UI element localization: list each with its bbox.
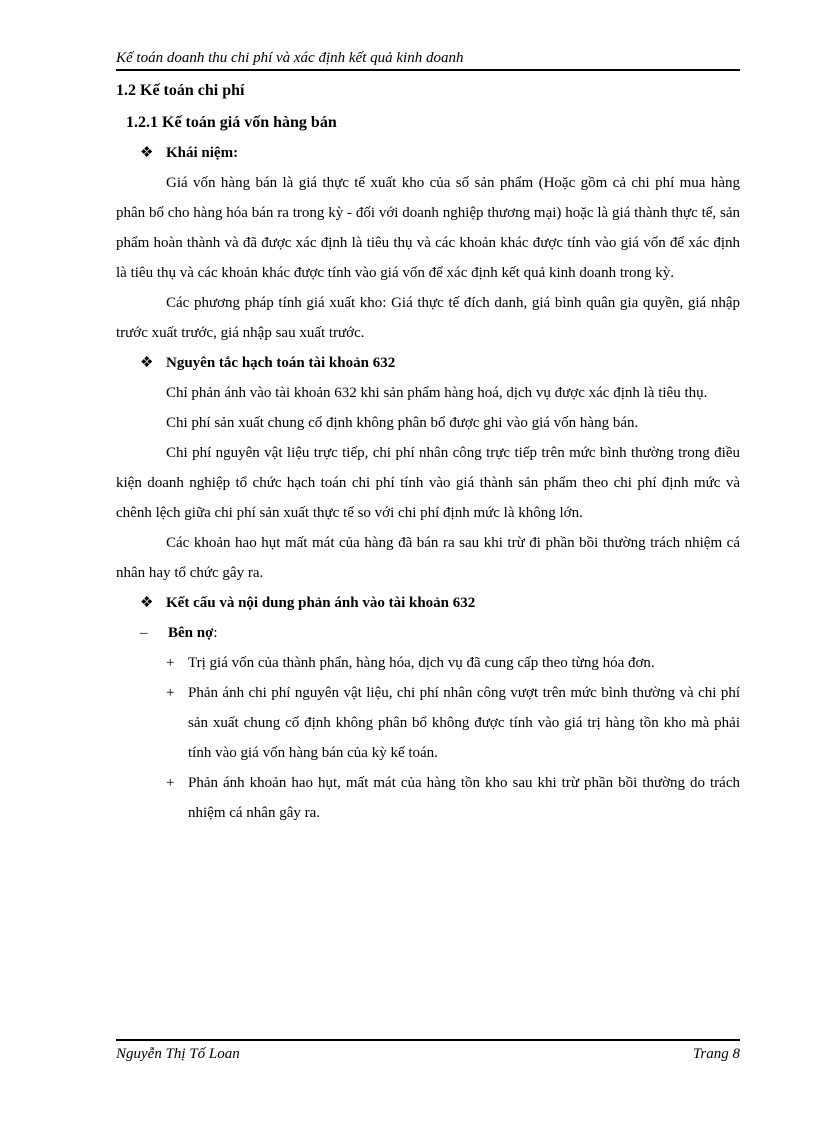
debit-item-text: Phản ánh khoản hao hụt, mất mát của hàng tồn kho sau khi trừ phần bồi thường do trách nhiệm cá nhân gây ra. [188, 775, 740, 821]
page-footer [116, 1039, 740, 1064]
concept-paragraph-2: Các phương pháp tính giá xuất kho: Giá thực tế đích danh, giá bình quân gia quyền, giá nhập trước xuất trước, giá nhập sau xuất trước. [116, 295, 740, 341]
concept-paragraph-1: Giá vốn hàng bán là giá thực tế xuất kho của số sản phẩm (Hoặc gồm cả chi phí mua hàng phân bổ cho hàng hóa bán ra trong kỳ - đối với doanh nghiệp thương mại) hoặc là giá thành thực tế, sản phẩm hoàn thành và đã được xác định là tiêu thụ và các khoản khác được tính vào giá vốn để xác định là tiêu thụ và các khoản khác được tính vào giá vốn để xác định kết quả kinh doanh trong kỳ. [116, 175, 740, 281]
debit-item-text: Trị giá vốn của thành phẩn, hàng hóa, dịch vụ đã cung cấp theo từng hóa đơn. [188, 655, 655, 671]
principle-heading [140, 348, 740, 378]
concept-title: Khái niệm: [166, 145, 239, 161]
document-body [116, 74, 740, 828]
structure-title: Kết cấu và nội dung phản ánh vào tài khoản 632 [166, 595, 476, 611]
debit-item-text: Phản ánh chi phí nguyên vật liệu, chi phí nhân công vượt trên mức bình thường và chi phí sản xuất chung cố định không phân bổ không được tính vào giá trị hàng tồn kho mà phải tính vào giá vốn hàng bán của kỳ kế toán. [188, 685, 740, 761]
page-header: Kế toán doanh thu chi phí và xác định kết quả kinh doanh [116, 48, 740, 71]
plus-bullet-icon: + [166, 775, 175, 791]
list-item [116, 768, 740, 828]
author-name: Nguyễn Thị Tố Loan [116, 1046, 240, 1062]
principle-paragraph-4: Các khoản hao hụt mất mát của hàng đã bán ra sau khi trừ đi phần bồi thường trách nhiệm cá nhân hay tổ chức gây ra. [116, 535, 740, 581]
dash-bullet-icon: – [140, 625, 148, 641]
principle-title: Nguyên tắc hạch toán tài khoản 632 [166, 355, 396, 371]
principle-paragraph-3: Chi phí nguyên vật liệu trực tiếp, chi phí nhân công trực tiếp trên mức bình thường trong điều kiện doanh nghiệp tổ chức hạch toán chi phí tính vào giá thành sản phẩm theo chi phí định mức và chênh lệch giữa chi phí sản xuất thực tế so với chi phí định mức là không lớn. [116, 445, 740, 521]
principle-paragraph-2: Chi phí sản xuất chung cố định không phân bổ được ghi vào giá vốn hàng bán. [166, 415, 639, 431]
concept-heading [140, 138, 740, 168]
page-number: Trang 8 [692, 1046, 740, 1062]
diamond-bullet-icon: ❖ [140, 145, 154, 161]
diamond-bullet-icon: ❖ [140, 355, 154, 371]
debit-label: Bên nợ [168, 625, 214, 641]
structure-heading [140, 588, 740, 618]
section-heading: 1.2 Kế toán chi phí [116, 82, 245, 99]
subsection-heading: 1.2.1 Kế toán giá vốn hàng bán [126, 114, 337, 131]
list-item [116, 678, 740, 768]
plus-bullet-icon: + [166, 685, 175, 701]
debit-colon: : [213, 625, 218, 641]
diamond-bullet-icon: ❖ [140, 595, 154, 611]
plus-bullet-icon: + [166, 655, 175, 671]
list-item [116, 648, 740, 678]
debit-heading [140, 618, 740, 648]
principle-paragraph-1: Chỉ phản ánh vào tài khoản 632 khi sản phẩm hàng hoá, dịch vụ được xác định là tiêu thụ. [166, 385, 708, 401]
